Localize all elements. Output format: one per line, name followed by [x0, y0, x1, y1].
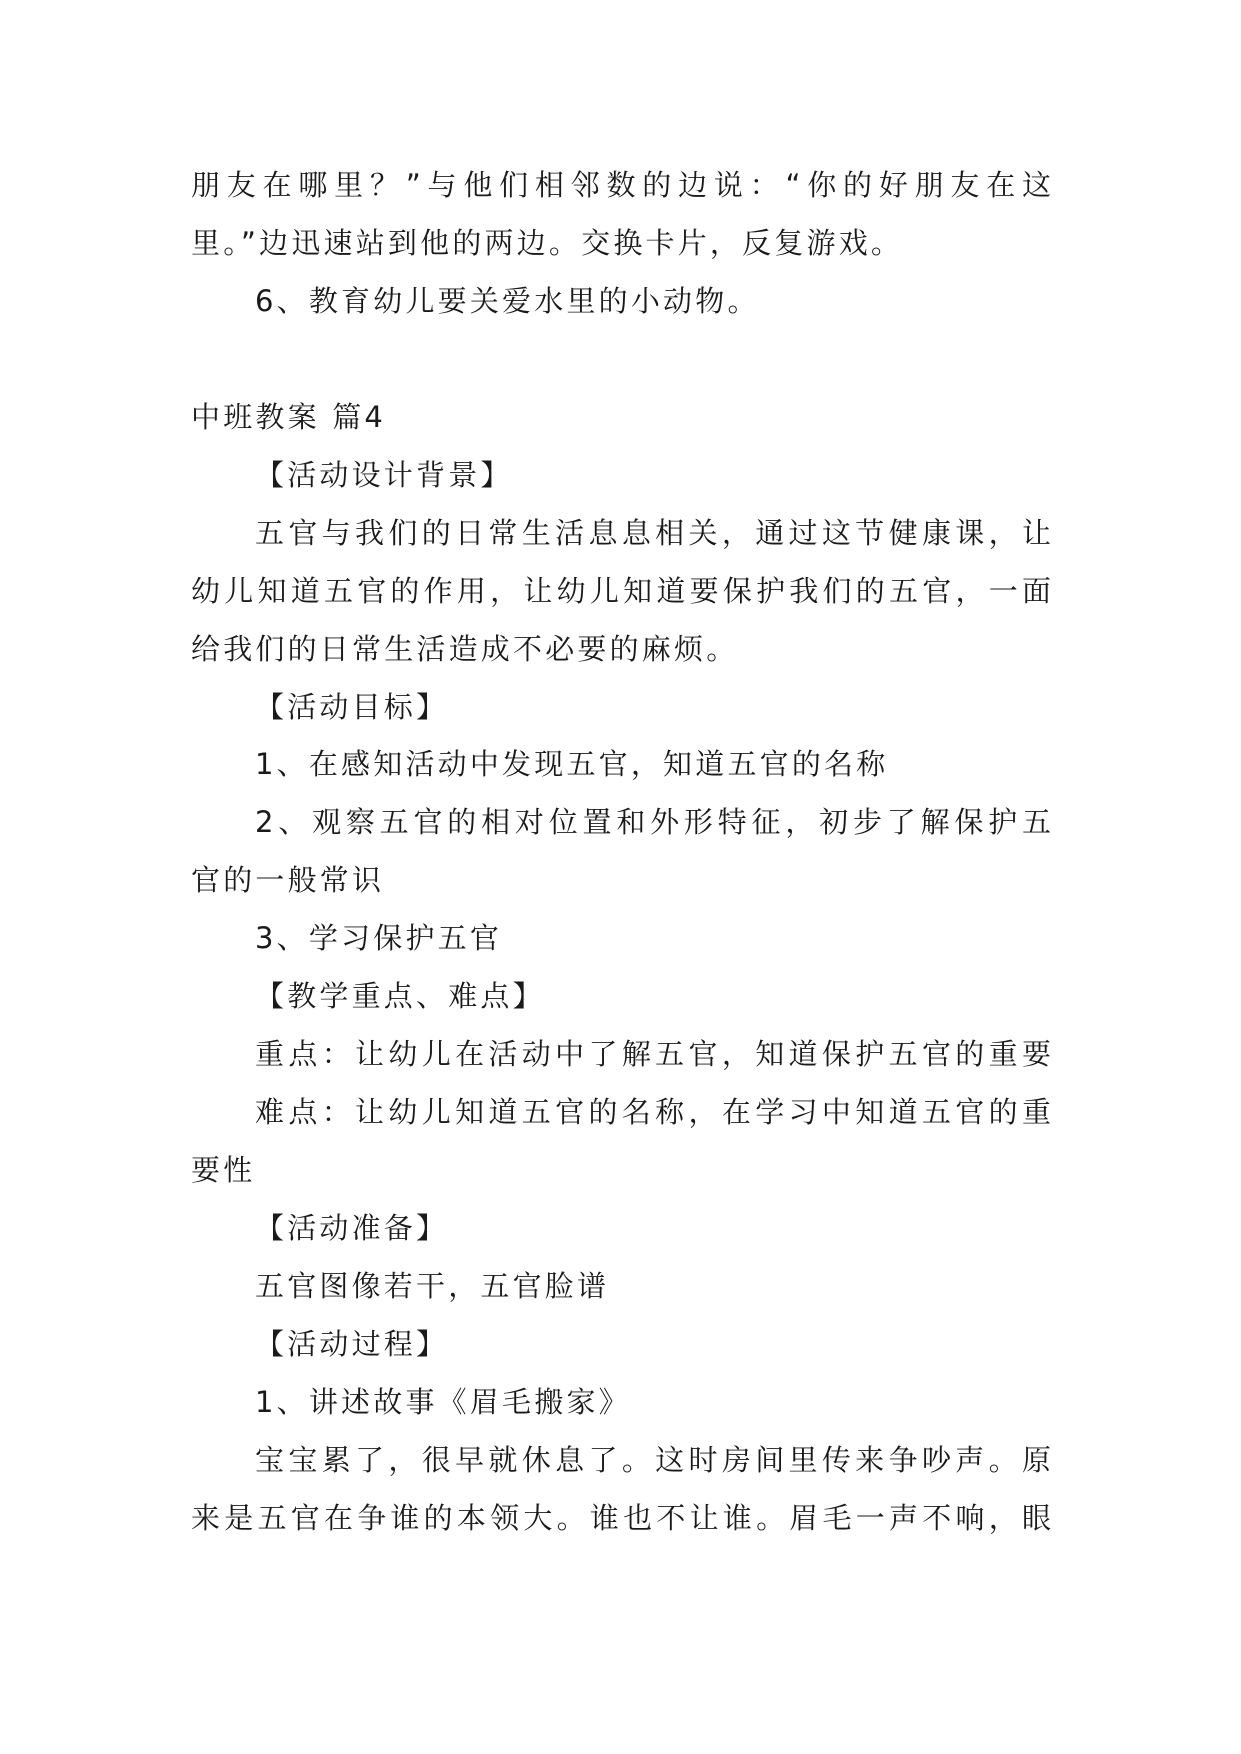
subsection-heading: 【活动设计背景】: [255, 458, 513, 492]
list-item: 3、学习保护五官: [255, 921, 503, 955]
subsection-heading: 【活动过程】: [255, 1327, 449, 1361]
paragraph-line: 要性: [191, 1153, 256, 1187]
paragraph-line: 重点：让幼儿在活动中了解五官，知道保护五官的重要: [255, 1037, 1051, 1071]
paragraph-line: 给我们的日常生活造成不必要的麻烦。: [191, 632, 739, 666]
subsection-heading: 【教学重点、难点】: [255, 979, 545, 1013]
subsection-heading: 【活动准备】: [255, 1211, 449, 1245]
paragraph-line: 五官图像若干，五官脸谱: [255, 1269, 610, 1303]
paragraph-line: 里。”边迅速站到他的两边。交换卡片，反复游戏。: [191, 226, 904, 260]
paragraph-line: 来是五官在争谁的本领大。谁也不让谁。眉毛一声不响，眼: [191, 1501, 1051, 1535]
list-item: 1、讲述故事《眉毛搬家》: [255, 1385, 631, 1419]
list-item: 6、教育幼儿要关爱水里的小动物。: [255, 284, 760, 318]
subsection-heading: 【活动目标】: [255, 690, 449, 724]
paragraph-line: 宝宝累了，很早就休息了。这时房间里传来争吵声。原: [255, 1443, 1051, 1477]
list-item-continuation: 官的一般常识: [191, 863, 385, 897]
paragraph-line: 朋友在哪里？”与他们相邻数的边说：“你的好朋友在这: [191, 168, 1051, 202]
paragraph-line: 五官与我们的日常生活息息相关，通过这节健康课，让: [255, 516, 1051, 550]
section-heading: 中班教案 篇4: [191, 400, 387, 434]
list-item: 2、观察五官的相对位置和外形特征，初步了解保护五: [255, 805, 1051, 839]
paragraph-line: 幼儿知道五官的作用，让幼儿知道要保护我们的五官，一面: [191, 574, 1051, 608]
paragraph-line: 难点：让幼儿知道五官的名称，在学习中知道五官的重: [255, 1095, 1051, 1129]
list-item: 1、在感知活动中发现五官，知道五官的名称: [255, 747, 889, 781]
